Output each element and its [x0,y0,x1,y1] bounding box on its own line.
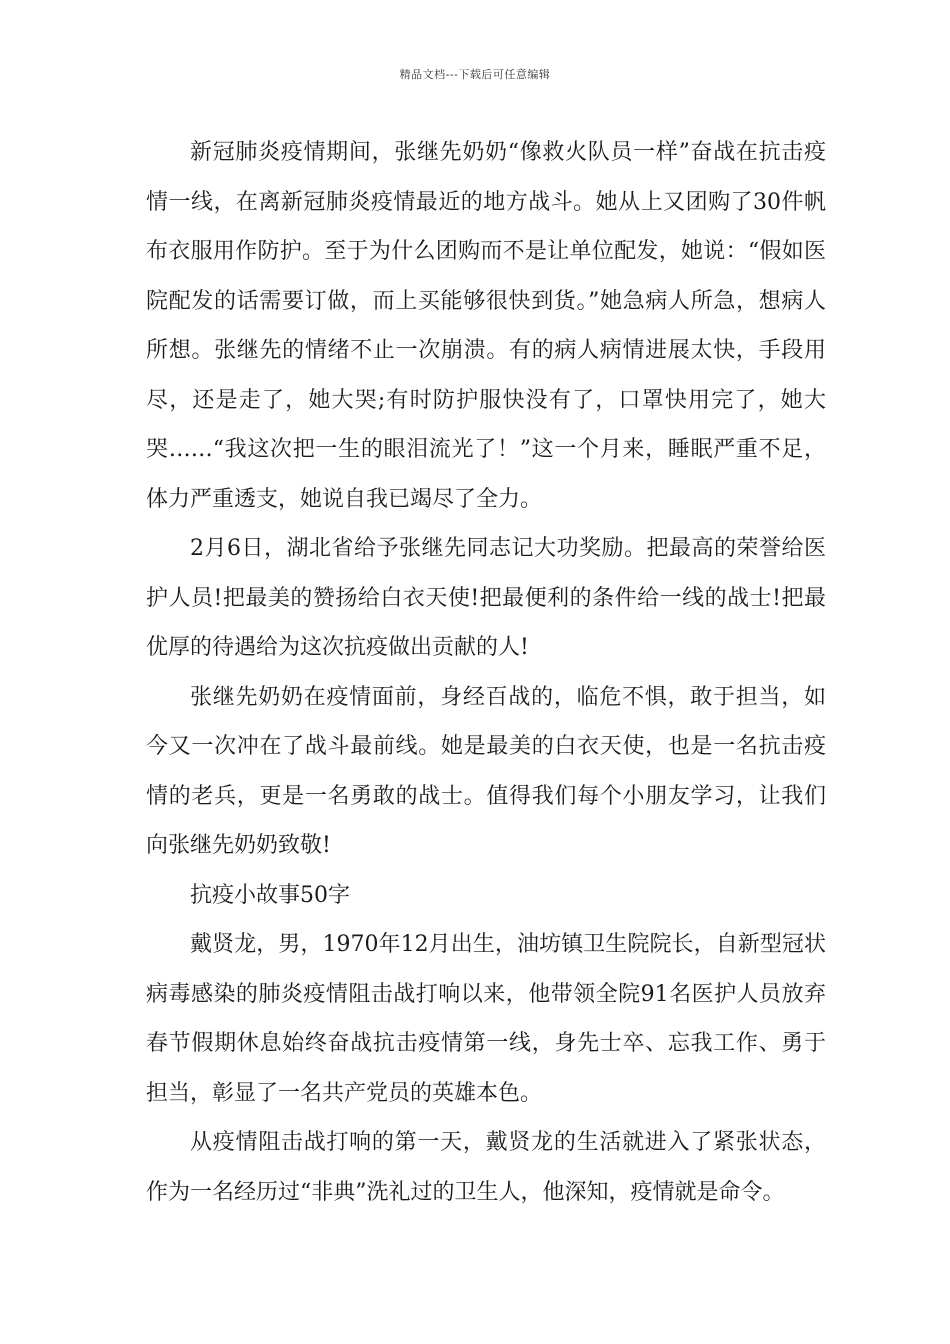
paragraph-1: 新冠肺炎疫情期间，张继先奶奶“像救火队员一样”奋战在抗击疫情一线，在离新冠肺炎疫情最近的地方战斗。她从上又团购了30件帆布衣服用作防护。至于为什么团购而不是让单位配发，她说：“假如医院配发的话需要订做，而上买能够很快到货。”她急病人所急，想病人所想。张继先的情绪不止一次崩溃。有的病人病情进展太快，手段用尽，还是走了，她大哭;有时防护服快没有了，口罩快用完了，她大哭……“我这次把一生的眼泪流光了！”这一个月来，睡眠严重不足，体力严重透支，她说自我已竭尽了全力。 [146,140,826,512]
paragraph-4: 戴贤龙，男，1970年12月出生，油坊镇卫生院院长，自新型冠状病毒感染的肺炎疫情阻击战打响以来，他带领全院91名医护人员放弃春节假期休息始终奋战抗击疫情第一线，身先士卒、忘我工作、勇于担当，彰显了一名共产党员的英雄本色。 [146,932,826,1106]
document-body [146,128,826,1217]
paragraph-2: 2月6日，湖北省给予张继先同志记大功奖励。把最高的荣誉给医护人员!把最美的赞扬给白衣天使!把最便利的条件给一线的战士!把最优厚的待遇给为这次抗疫做出贡献的人! [146,536,826,660]
section-heading: 抗疫小故事50字 [190,882,350,908]
paragraph-5: 从疫情阻击战打响的第一天，戴贤龙的生活就进入了紧张状态，作为一名经历过“非典”洗礼过的卫生人，他深知，疫情就是命令。 [146,1130,826,1205]
page-header: 精品文档---下载后可任意编辑 [399,68,551,81]
paragraph-3: 张继先奶奶在疫情面前，身经百战的，临危不惧，敢于担当，如今又一次冲在了战斗最前线。她是最美的白衣天使，也是一名抗击疫情的老兵，更是一名勇敢的战士。值得我们每个小朋友学习，让我们向张继先奶奶致敬! [146,684,826,858]
